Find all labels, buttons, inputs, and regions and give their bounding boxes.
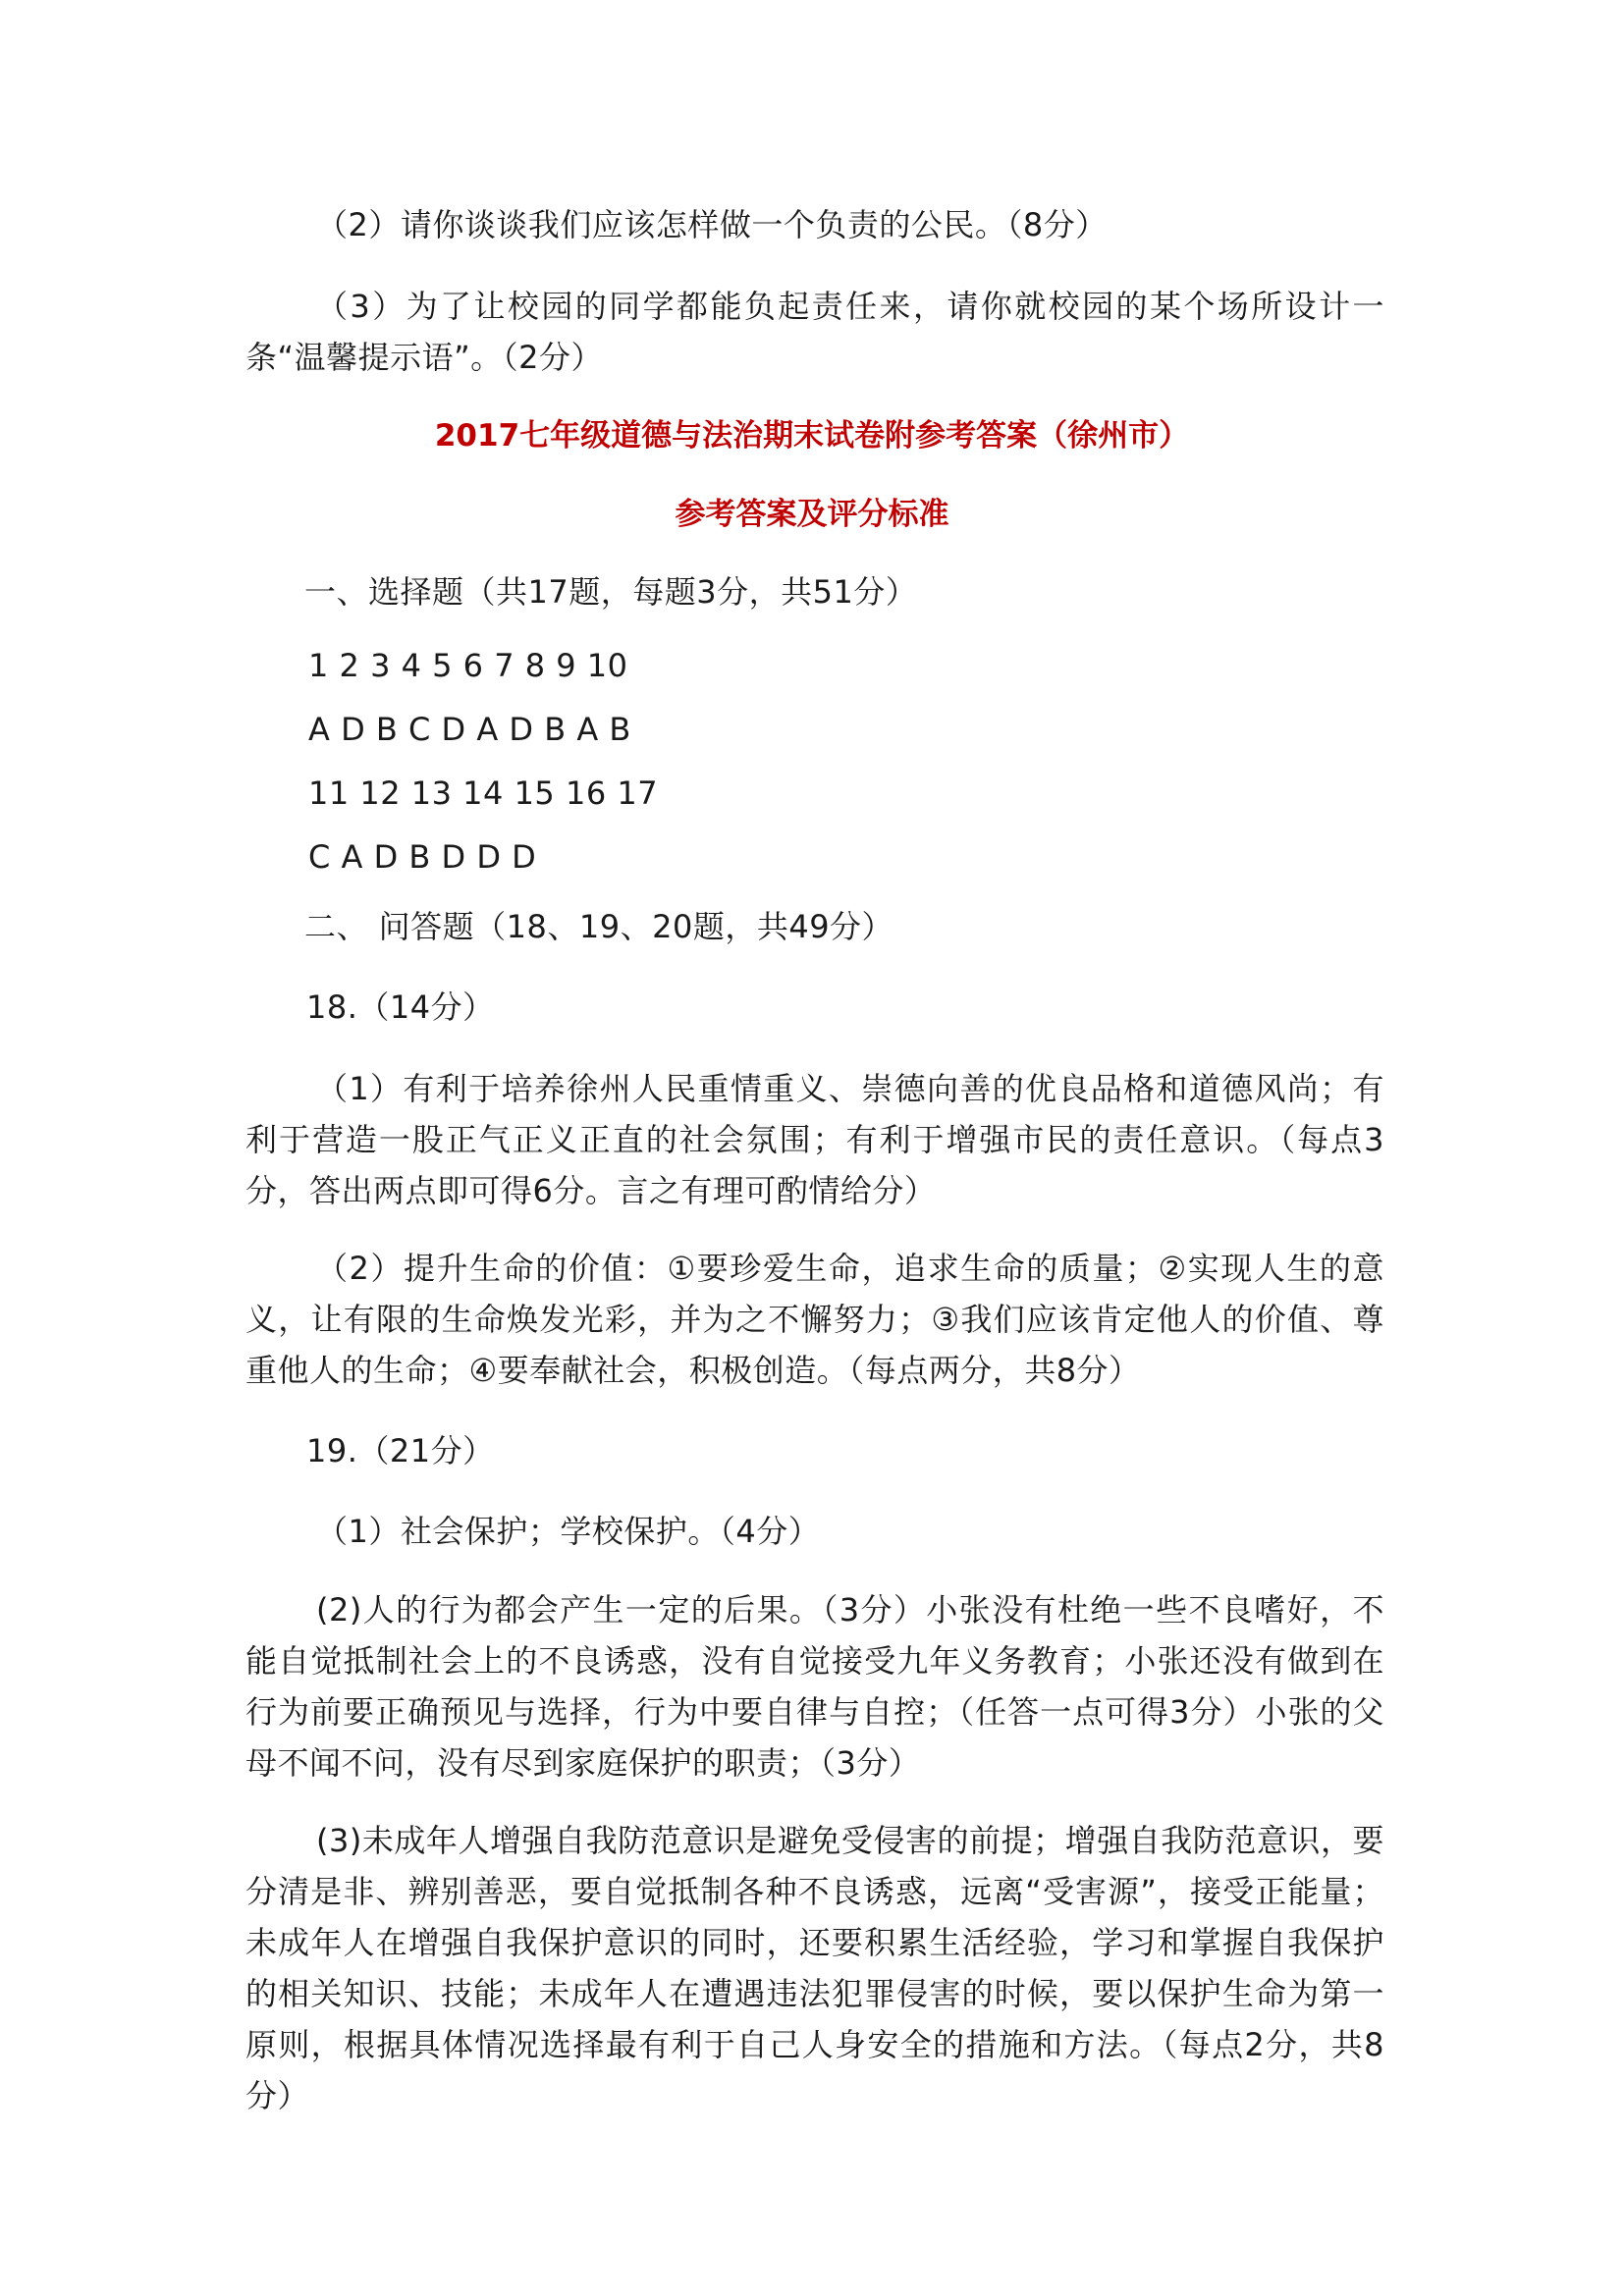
- question-19-answer-3: (3)未成年人增强自我防范意识是避免受侵害的前提；增强自我防范意识，要分清是非、辨别善恶，要自觉抵制各种不良诱惑，远离“受害源”，接受正能量；未成年人在增强自我保护意识的同时，还要积累生活经验，学习和掌握自我保护的相关知识、技能；未成年人在遭遇违法犯罪侵害的时候，要以保护生命为第一原则，根据具体情况选择最有利于自己人身安全的措施和方法。（每点2分，共8分）: [245, 1822, 1384, 2114]
- document-title: 2017七年级道德与法治期末试卷附参考答案（徐州市）: [434, 418, 1190, 454]
- question-3-text: （3）为了让校园的同学都能负起责任来，请你就校园的某个场所设计一条“温馨提示语”。（2分）: [245, 288, 1384, 376]
- question-19-answer-1: （1）社会保护；学校保护。（4分）: [316, 1513, 821, 1550]
- answer-row-1-letters: A D B C D A D B A B: [308, 711, 631, 748]
- question-19-label: 19.（21分）: [306, 1432, 495, 1469]
- question-18-answer-1: （1）有利于培养徐州人民重情重义、崇德向善的优良品格和道德风尚；有利于营造一股正气正义正直的社会氛围；有利于增强市民的责任意识。（每点3分，答出两点即可得6分。言之有理可酌情给分）: [245, 1070, 1384, 1209]
- document-subtitle: 参考答案及评分标准: [675, 497, 949, 532]
- section-2-heading: 二、 问答题（18、19、20题，共49分）: [304, 908, 894, 945]
- answer-row-1-numbers: 1 2 3 4 5 6 7 8 9 10: [308, 647, 628, 684]
- question-18-answer-2: （2）提升生命的价值：①要珍爱生命，追求生命的质量；②实现人生的意义，让有限的生命焕发光彩，并为之不懈努力；③我们应该肯定他人的价值、尊重他人的生命；④要奉献社会，积极创造。（每点两分，共8分）: [245, 1250, 1384, 1389]
- section-1-heading: 一、选择题（共17题，每题3分，共51分）: [304, 573, 918, 611]
- question-18-label: 18.（14分）: [306, 988, 495, 1026]
- answer-row-2-letters: C A D B D D D: [308, 838, 537, 876]
- question-19-answer-2: (2)人的行为都会产生一定的后果。（3分）小张没有杜绝一些不良嗜好，不能自觉抵制社会上的不良诱惑，没有自觉接受九年义务教育；小张还没有做到在行为前要正确预见与选择，行为中要自律与自控；（任答一点可得3分）小张的父母不闻不问，没有尽到家庭保护的职责；（3分）: [245, 1591, 1384, 1782]
- answer-row-2-numbers: 11 12 13 14 15 16 17: [308, 774, 659, 812]
- question-2-text: （2）请你谈谈我们应该怎样做一个负责的公民。（8分）: [316, 206, 1108, 243]
